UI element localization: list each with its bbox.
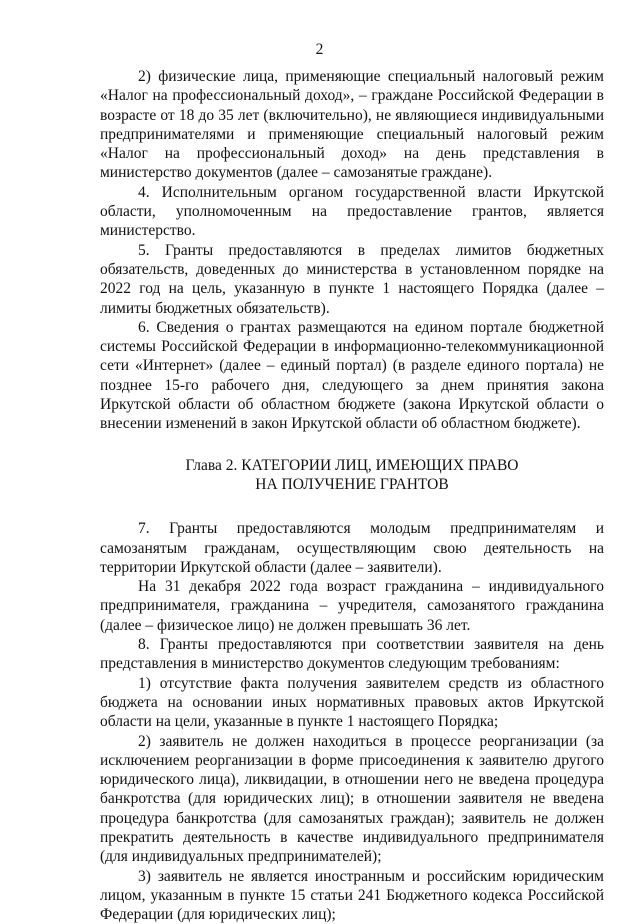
chapter-heading-line-1: Глава 2. КАТЕГОРИИ ЛИЦ, ИМЕЮЩИХ ПРАВО: [185, 456, 519, 474]
requirement-3: 3) заявитель не является иностранным и российским юридическим лицом, указанным в пункте 15 статьи 241 Бюджетного кодекса Российской Федерации (для юридических лиц);: [100, 867, 604, 924]
paragraph-6-portal-info: 6. Сведения о грантах размещаются на едином портале бюджетной системы Российской Федерации в информационно-телекоммуникационной сети «Интернет» (далее – единый портал) (в разделе единого портала) не позднее 15-го рабочего дня, следующего за днем принятия закона Иркутской области об областном бюджете (закона Иркутской области о внесении изменений в закон Иркутской области об областном бюджете).: [100, 318, 604, 433]
paragraph-7-recipients: 7. Гранты предоставляются молодым предпринимателям и самозанятым гражданам, осуществляющим свою деятельность на территории Иркутской области (далее – заявители).: [100, 520, 604, 576]
paragraph-age-limit: На 31 декабря 2022 года возраст гражданина – индивидуального предпринимателя, гражданина – учредителя, самозанятого гражданина (далее – физическое лицо) не должен превышать 36 лет.: [100, 578, 604, 634]
chapter-heading: [100, 456, 604, 495]
paragraph-physical-persons: 2) физические лица, применяющие специальный налоговый режим «Налог на профессиональный доход», – граждане Российской Федерации в возрасте от 18 до 35 лет (включительно), не являющиеся индивидуальными предпринимателями и применяющие специальный налоговый режим «Налог на профессиональный доход» на день представления в министерство документов (далее – самозанятые граждане).: [100, 68, 604, 182]
page-number: 2: [315, 41, 324, 58]
requirement-1: 1) отсутствие факта получения заявителем средств из областного бюджета на основании иных нормативных правовых актов Иркутской области на цели, указанные в пункте 1 настоящего Порядка;: [100, 674, 604, 731]
document-body: [100, 67, 604, 924]
paragraph-4-authorized-body: 4. Исполнительным органом государственной власти Иркутской области, уполномоченным на предоставление грантов, является министерство.: [100, 183, 604, 240]
chapter-heading-line-2: НА ПОЛУЧЕНИЕ ГРАНТОВ: [255, 475, 449, 493]
paragraph-5-budget-limits: 5. Гранты предоставляются в пределах лимитов бюджетных обязательств, доведенных до министерства в установленном порядке на 2022 год на цель, указанную в пункте 1 настоящего Порядка (далее – лимиты бюджетных обязательств).: [100, 241, 604, 317]
requirement-2: 2) заявитель не должен находиться в процессе реорганизации (за исключением реорганизации в форме присоединения к заявителю другого юридического лица), ликвидации, в отношении него не введена процедура банкротства (для юридических лиц); в отношении заявителя не введена процедура банкротства (для самозанятых граждан); заявитель не должен прекратить деятельность в качестве индивидуального предпринимателя (для индивидуальных предпринимателей);: [100, 732, 604, 866]
paragraph-8-requirements: 8. Гранты предоставляются при соответствии заявителя на день представления в министерство документов следующим требованиям:: [100, 636, 604, 673]
